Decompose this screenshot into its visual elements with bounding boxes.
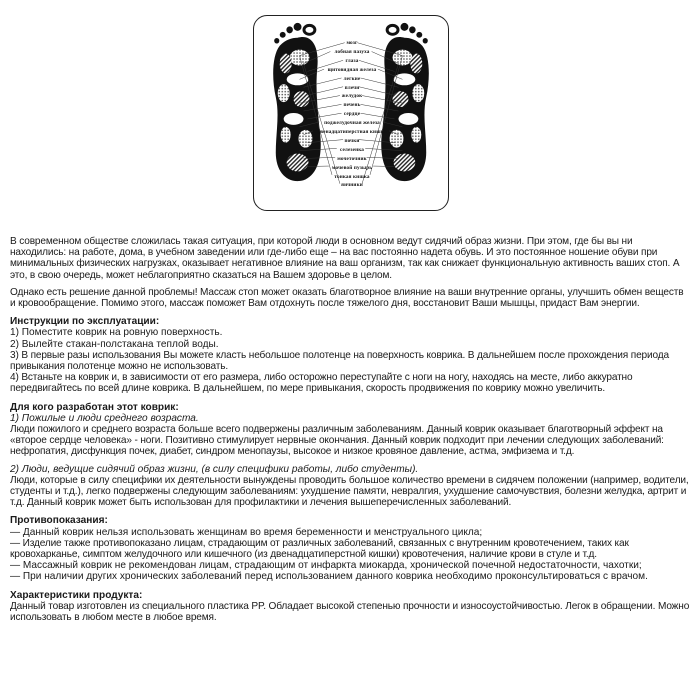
organ-label: легкие bbox=[343, 75, 361, 82]
contraindication-item: — Изделие также противопоказано лицам, страдающим от различных заболеваний, связанных с внутренним кровотечением, таких как кровохарканье, симптом желудочного или кишечного (из двенадцатиперстной кишки) кровотечения, наличие крови в стуле и т.д. bbox=[10, 537, 629, 561]
organ-label: мозг bbox=[346, 40, 358, 46]
organ-label: глаза bbox=[345, 57, 359, 64]
foot-reflexology-chart bbox=[253, 15, 449, 211]
organ-label: яичники bbox=[341, 182, 363, 189]
contraindications-title: Противопоказания: bbox=[10, 515, 108, 527]
organ-label: почки bbox=[344, 137, 360, 144]
organ-label: щитовидная железа bbox=[327, 66, 377, 73]
organ-label: плечи bbox=[344, 84, 360, 91]
organ-label: мочеточник bbox=[337, 155, 367, 162]
specs-title: Характеристики продукта: bbox=[10, 589, 143, 601]
contraindication-item: — При наличии других хронических заболеваний перед использованием данного коврика необходимо проконсультироваться с врачом. bbox=[10, 571, 648, 583]
intro-paragraph-2: Однако есть решение данной проблемы! Массаж стоп может оказать благотворное влияние на ваши внутренние органы, улучшить обмен веществ и кровообращение. Помимо этого, массаж поможет Вам отдохнуть после тяжелого дня, восстановит Ваши мышцы, придаст Вам энергии. bbox=[10, 286, 684, 310]
product-description bbox=[10, 236, 690, 623]
organ-label: сердце bbox=[343, 111, 361, 118]
organ-label: селезенка bbox=[339, 146, 365, 153]
instructions-title: Инструкции по эксплуатации: bbox=[10, 316, 160, 328]
contraindication-item: — Массажный коврик не рекомендован лицам, страдающим от инфаркта миокарда, хронической почечной недостаточности, чахотки; bbox=[10, 560, 642, 572]
organ-label: тонкая кишка bbox=[334, 173, 370, 180]
instruction-item: 2) Вылейте стакан-полстакана теплой воды. bbox=[10, 338, 219, 350]
contraindication-item: — Данный коврик нельзя использовать женщинам во время беременности и менструального цикла; bbox=[10, 526, 483, 538]
intro-paragraph-1: В современном обществе сложилась такая ситуация, при которой люди в основном ведут сидячий образ жизни. При этом, где бы вы ни находились: на работе, дома, в учебном заведении или где-либо еще – на вас постоянно надета обувь. И это постоянное ношение обуви при минимальных физических нагрузках, оказывает негативное влияние на ваш организм, так как снижает функциональную активность ваших стоп. А это, в свою очередь, может неблагоприятно сказаться на Вашем здоровье в целом. bbox=[10, 236, 680, 281]
audience-group-2-heading: 2) Люди, ведущие сидячий образ жизни, (в силу специфики работы, либо студенты). bbox=[10, 463, 419, 475]
audience-group-1-text: Люди пожилого и среднего возраста больше всего подвержены различным заболеваниям. Данный коврик оказывает благотворный эффект на «второе сердце человека» - ноги. Позитивно стимулирует нервные окончания. Данный коврик подходит при лечении следующих заболеваний: нефропатия, дисфункция почек, диабет, синдром менопаузы, высокое и низкое кровяное давление, астма, эмфизема и т.д. bbox=[10, 424, 664, 458]
organ-label: двенадцатиперстная кишка bbox=[317, 129, 387, 135]
instruction-item: 3) В первые разы использования Вы можете класть небольшое полотенце на поверхность коврика. В дальнейшем после прохождения периода привыкания полотенце можно не использовать. bbox=[10, 349, 669, 373]
organ-label: лобная пазуха bbox=[334, 48, 370, 55]
audience-group-1-heading: 1) Пожилые и люди среднего возраста. bbox=[10, 412, 199, 424]
organ-label: желудок bbox=[341, 93, 363, 100]
organ-label: поджелудочная железа bbox=[324, 120, 380, 127]
audience-title: Для кого разработан этот коврик: bbox=[10, 401, 179, 413]
instruction-item: 4) Встаньте на коврик и, в зависимости от его размера, либо осторожно переступайте с ноги на ногу, находясь на месте, либо аккуратно передвигайтесь по всей длине коврика. В дальнейшем, по мере привыкания, скорость продвижения по коврику можно увеличить. bbox=[10, 372, 633, 395]
audience-group-2-text: Люди, которые в силу специфики их деятельности вынуждены проводить большое количество времени в сидячем положении (например, водители, студенты и т.д.), легко подвержены следующим заболеваниям: ухудшение памяти, невралгия, ухудшение самочувствия, болезни желудка, артрит и т.д. Данный коврик может быть использован для профилактики и лечения вышеперечисленных заболеваний. bbox=[10, 474, 689, 509]
instruction-item: 1) Поместите коврик на ровную поверхность. bbox=[10, 327, 223, 339]
organ-label: мочевой пузырь bbox=[331, 164, 373, 171]
specs-text: Данный товар изготовлен из специального пластика PP. Обладает высокой степенью прочности и износоустойчивостью. Легок в обращении. Можно использовать в любом месте в любое время. bbox=[10, 600, 690, 624]
organ-label: печень bbox=[343, 102, 361, 109]
